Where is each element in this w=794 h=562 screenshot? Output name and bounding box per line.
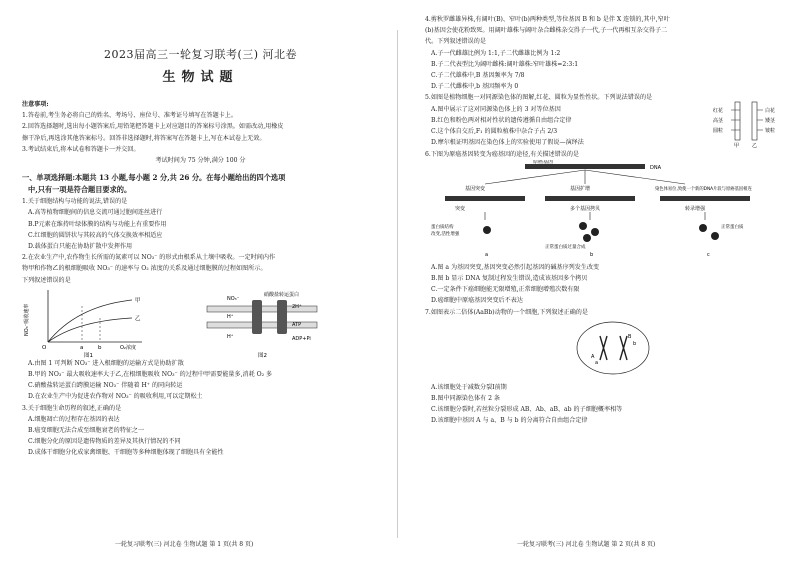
fig7-lab4: a bbox=[595, 359, 599, 366]
q1-option-d: D.载体蛋白只能在协助扩散中发挥作用 bbox=[28, 243, 133, 251]
fig7-lab3: A bbox=[591, 353, 595, 360]
fig1-origin: O bbox=[42, 344, 47, 351]
fig6-b2: 基因扩增 bbox=[570, 185, 591, 192]
question-2-line: 2.在农业生产中,农作物生长所需的氮素可以 NO₃⁻ 的形式由根系从土壤中吸收。一定时间内作 bbox=[22, 254, 276, 262]
fig6-top: 原癌基因 bbox=[533, 159, 554, 165]
fig5-c1: 甲 bbox=[734, 142, 740, 148]
fig5-l2: 高茎 bbox=[713, 117, 724, 124]
fig6-a: a bbox=[485, 251, 489, 258]
cell-figure bbox=[425, 318, 775, 378]
q2-option-c: C.硝酸盐转运蛋白跨膜运输 NO₃⁻ 伴随着 H⁺ 的同向转运 bbox=[28, 382, 183, 390]
exam-time: 考试时间为 75 分钟,满分 100 分 bbox=[155, 157, 246, 165]
q3-option-b: B.癌变细胞无法合成至细胞衰老的特征之一 bbox=[28, 427, 145, 435]
fig7-lab1: B bbox=[628, 333, 632, 340]
q7-option-c: C.该细胞分裂时,若丝粒分裂形成 AB、Ab、aB、ab 的子细胞概率相等 bbox=[431, 406, 623, 414]
fig7-lab2: b bbox=[633, 340, 637, 347]
q7-option-b: B.图中同源染色体有 2 条 bbox=[431, 395, 501, 403]
q4-option-d: D.子二代雌株中,b 基因频率为 0 bbox=[431, 83, 519, 91]
fig5-r3: 皱粒 bbox=[765, 127, 776, 134]
fig5-r2: 矮茎 bbox=[765, 117, 776, 124]
notice-line: 3.考试结束后,将本试卷和答题卡一并交回。 bbox=[22, 145, 140, 153]
q3-option-a: A.细胞凋亡的过程存在基因的表达 bbox=[28, 415, 120, 423]
q6-option-a: A.图 a 为基因突变,基因突变必然引起基因的碱基序列发生改变 bbox=[431, 263, 600, 271]
q7-option-a: A.该细胞处于减数分裂Ⅰ前期 bbox=[431, 383, 507, 391]
fig2-h2: H⁺ bbox=[227, 333, 234, 340]
fig6-b1: 基因突变 bbox=[465, 185, 486, 192]
page-footer: 一轮复习联考(三) 河北卷 生物试题 第 1 页(共 8 页) bbox=[115, 541, 254, 548]
fig2-hp: 2H⁺ bbox=[292, 303, 302, 310]
question-1: 1.关于细胞结构与功能的说法,错误的是 bbox=[22, 198, 128, 206]
q5-option-c: C.这个体自交后,F₁ 的圆粒植株中杂合子占 2/3 bbox=[431, 128, 558, 136]
fig6-p3: 正常蛋白质 bbox=[721, 224, 744, 230]
q4-option-b: B.子二代表型比为阔叶雌株:阔叶雄株:窄叶雄株=2:3:1 bbox=[431, 60, 579, 68]
question-3: 3.关于细胞生命历程的叙述,正确的是 bbox=[22, 404, 122, 412]
section-heading: 一、单项选择题:本题共 13 小题,每小题 2 分,共 26 分。在每小题给出的四个选项 bbox=[22, 173, 286, 183]
fig6-c: c bbox=[707, 251, 710, 258]
fig1-yi: 乙 bbox=[135, 315, 141, 322]
notice-line: 2.回答选择题时,选出每小题答案后,用铅笔把答题卡上对应题目的答案标号涂黑。如需改动,用橡皮 bbox=[22, 123, 284, 131]
q2-figures bbox=[22, 286, 379, 358]
q2-option-d: D.在农业生产中为促进农作物对 NO₃⁻ 的吸收利用,可以定期松土 bbox=[28, 393, 203, 401]
q4-option-c: C.子二代雄株中,B 基因频率为 7/8 bbox=[431, 72, 525, 80]
fig2-label: 硝酸盐转运蛋白 bbox=[264, 291, 300, 298]
page-2 bbox=[397, 0, 794, 562]
page-footer: 一轮复习联考(三) 河北卷 生物试题 第 2 页(共 8 页) bbox=[517, 541, 656, 548]
oncogene-figure bbox=[425, 160, 775, 258]
question-2-line: 下列叙述错误的是 bbox=[22, 276, 71, 284]
section-heading-cont: 中,只有一项是符合题目要求的。 bbox=[28, 185, 132, 195]
q5-option-b: B.红色和粉色两对相对性状的遗传遵循自由组合定律 bbox=[431, 116, 572, 124]
fig2-adp: ADP+Pi bbox=[292, 335, 311, 342]
fig6-p1: 蛋白质结构 bbox=[431, 224, 454, 230]
q3-option-d: D.成体干细胞分化成家禽细胞、干细胞等多种细胞体现了细胞具有全能性 bbox=[28, 449, 224, 457]
q1-option-c: C.红细胞的圆饼状与其较高的气体交换效率相适应 bbox=[28, 231, 163, 239]
q5-option-d: D.摩尔根证明基因在染色体上的实验使用了假说—演绎法 bbox=[431, 139, 584, 147]
q5-block bbox=[425, 104, 780, 149]
fig1-b: b bbox=[98, 344, 102, 351]
q2-option-a: A.由图 1 可判断 NO₃⁻ 进入根细胞的运输方式是协助扩散 bbox=[28, 359, 184, 367]
fig5-r1: 白花 bbox=[765, 107, 776, 114]
notice-heading: 注意事项: bbox=[22, 101, 49, 108]
fig2-no3: NO₃⁻ bbox=[227, 295, 240, 302]
question-6: 6.下图为原癌基因转变为癌基因的途径,有关描述错误的是 bbox=[425, 150, 580, 158]
fig1-caption: 图1 bbox=[84, 352, 93, 358]
q4-option-a: A.子一代雌雄比例为 1:1,子二代雌雄比例为 1:2 bbox=[431, 49, 561, 57]
fig6-dna: DNA bbox=[650, 164, 662, 171]
fig2-h1: H⁺ bbox=[227, 313, 234, 320]
question-7: 7.如图表示二倍体(AaBb)动物的一个细胞,下列叙述正确的是 bbox=[425, 308, 588, 316]
q1-option-b: B.P元素在维持叶绿体膜的结构与功能上有重要作用 bbox=[28, 220, 167, 228]
fig2-atp: ATP bbox=[292, 321, 302, 328]
question-4-line: 4.剪秋罗雌雄异株,有阔叶(B)、窄叶(b)两种类型,等位基因 B 和 b 是伴 X 连锁的,其中,窄叶 bbox=[425, 16, 670, 23]
q5-option-a: A.图中展示了这对同源染色体上的 3 对等位基因 bbox=[431, 105, 561, 113]
fig6-b: b bbox=[590, 251, 594, 258]
fig1-jia: 甲 bbox=[135, 297, 141, 304]
q1-option-a: A.高等植物细胞间的信息交流可通过胞间连丝进行 bbox=[28, 209, 163, 217]
question-2-line: 物甲和作物乙的根细胞吸收 NO₃⁻ 的速率与 O₂ 浓度的关系及通过细胞膜的过程如图所示。 bbox=[22, 265, 267, 273]
fig6-p1b: 改变,活性增强 bbox=[431, 231, 460, 237]
fig1-ylabel: NO₃⁻吸收速率 bbox=[24, 303, 30, 336]
q6-option-b: B.图 b 显示 DNA 复制过程发生错误,造成该基因多个拷贝 bbox=[431, 275, 588, 283]
question-4-line: 代。下列叙述错误的是 bbox=[425, 38, 486, 46]
notice-line: 擦干净后,再选涂其他答案标号。回答非选择题时,将答案写在答题卡上,写在本试卷上无效。 bbox=[22, 134, 266, 142]
fig6-m3: 转录增强 bbox=[685, 205, 706, 212]
notice-line: 1.答卷前,考生务必将自己的姓名、考场号、座位号、准考证号填写在答题卡上。 bbox=[22, 112, 237, 120]
fig6-b3: 染色体易位,致使一个新的DNA片段与原癌基因相连 bbox=[655, 186, 752, 192]
fig1-a: a bbox=[80, 344, 84, 351]
q6-option-c: C.一定条件下癌细胞能无限增殖,正常细胞增殖次数有限 bbox=[431, 286, 580, 294]
fig1-xlabel: O₂浓度 bbox=[120, 344, 136, 351]
exam-title: 2023届高三一轮复习联考(三) 河北卷 bbox=[103, 48, 298, 61]
q2-figure-svg bbox=[22, 286, 379, 358]
question-4-line: (b)基因会使花粉致死。用阔叶雄株与阔叶杂合雌株杂交得子一代,子一代再相互杂交得子二 bbox=[425, 27, 668, 35]
figure-1 bbox=[23, 290, 142, 358]
question-5: 5.如图是植物细胞一对同源染色体的图解,红花、圆粒为显性性状。下列说法错误的是 bbox=[425, 94, 653, 102]
exam-subject: 生物试题 bbox=[162, 70, 239, 85]
fig6-m2: 多个基因拷贝 bbox=[570, 205, 601, 212]
fig5-l3: 圆粒 bbox=[713, 127, 724, 134]
figure-2 bbox=[207, 291, 317, 358]
chromosome-figure bbox=[707, 100, 787, 148]
q2-option-b: B.甲的 NO₃⁻ 最大吸收速率大于乙,在根细胞吸收 NO₃⁻ 的过程中甲需要能量多,消耗 O₂ 多 bbox=[28, 371, 273, 379]
q7-option-d: D.该细胞中基因 A 与 a、B 与 b 的分离符合自由组合定律 bbox=[431, 417, 588, 425]
q6-option-d: D.癌细胞中原癌基因突变后不表达 bbox=[431, 297, 523, 305]
fig6-p2: 正常蛋白质过量合成 bbox=[545, 244, 586, 250]
q3-option-c: C.细胞分化的原因是遗传物质的差异及其执行情况的不同 bbox=[28, 438, 181, 446]
fig2-caption: 图2 bbox=[258, 352, 267, 358]
fig5-c2: 乙 bbox=[752, 142, 758, 148]
fig6-m1: 突变 bbox=[455, 205, 466, 212]
fig5-l1: 红花 bbox=[713, 107, 724, 114]
